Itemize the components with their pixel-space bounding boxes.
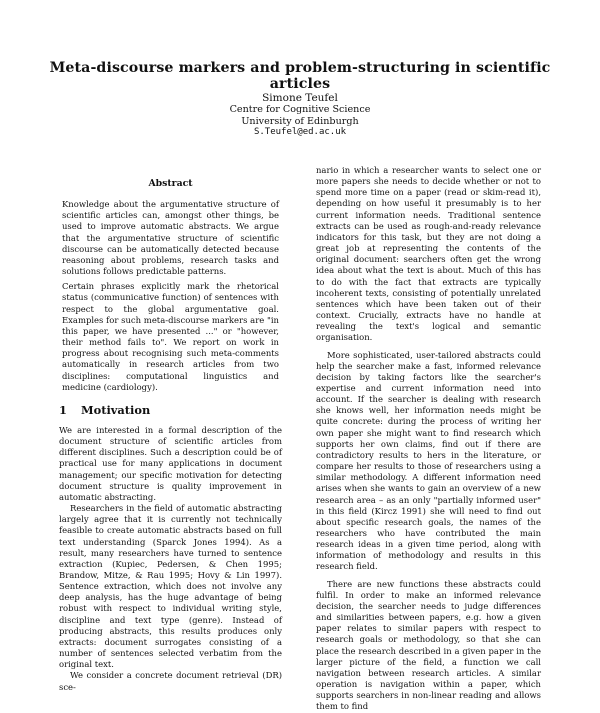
abstract-paragraph: Certain phrases explicitly mark the rhetorical status (communicative function) of sentences with respect to the global argumentative goal. Examples for such meta-discourse markers are "in this paper, we have presented ..." or "however, their method fails to". We report on work in progress about recognising such meta-comments automatically in research articles from two disciplines: computational linguistics and medicine (cardiology). [62, 281, 279, 392]
author-email: S.Teufel@ed.ac.uk [253, 126, 347, 137]
author-name: Simone Teufel [262, 92, 338, 104]
body-paragraph: We consider a concrete document retrieval (DR) sce- [59, 670, 282, 692]
author-block [150, 93, 450, 138]
paper-title: Meta-discourse markers and problem-structuring in scientific articles [49, 60, 551, 92]
abstract-paragraph: Knowledge about the argumentative structure of scientific articles can, amongst other things, be used to improve automatic abstracts. We argue that the argumentative structure of scientific discourse can be automatically detected because reasoning about problems, research tasks and solutions follows predictable patterns. [62, 199, 279, 277]
section-title: Motivation [81, 402, 151, 417]
author-institution: University of Edinburgh [241, 115, 359, 127]
body-paragraph: More sophisticated, user-tailored abstracts could help the searcher make a fast, informed relevance decision by taking factors like the searcher's expertise and current information need into account. If the searcher is dealing with research she knows well, her information needs might be quite concrete: during the process of writing her own paper she might want to find research which supports her own claims, find out if there are contradictory results to hers in the literature, or compare her results to those of researchers using a similar methodology. A different information need arises when she wants to gain an overview of a new research area – as an only "partially informed user" in this field (Kircz 1991) she will need to find out about specific research goals, the names of the researchers who have contributed the main research ideas in a given time period, along with information of methodology and results in this research field. [316, 349, 541, 572]
body-paragraph: Researchers in the field of automatic abstracting largely agree that it is currently not technically feasible to create automatic abstracts based on full text understanding (Sparck Jones 1994). As a result, many researchers have turned to sentence extraction (Kupiec, Pedersen, & Chen 1995; Brandow, Mitze, & Rau 1995; Hovy & Lin 1997). Sentence extraction, which does not involve any deep analysis, has the huge advantage of being robust with respect to individual writing style, discipline and text type (genre). Instead of producing abstracts, this results produces only extracts: document surrogates consisting of a number of sentences selected verbatim from the original text. [59, 503, 282, 670]
body-paragraph: We are interested in a formal description of the document structure of scientific articles from different disciplines. Such a description could be of practical use for many applications in document management; our specific motivation for detecting document structure is quality improvement in automatic abstracting. [59, 424, 282, 502]
abstract-heading: Abstract [148, 178, 193, 189]
section-heading [59, 402, 282, 417]
section-number: 1 [59, 402, 67, 417]
right-column [316, 165, 541, 713]
left-column [59, 178, 282, 693]
body-paragraph: There are new functions these abstracts could fulfil. In order to make an informed relevance decision, the searcher needs to judge differences and similarities between papers, e.g. how a given paper relates to similar papers with respect to research goals or methodology, so that she can place the research described in a given paper in the larger picture of the field, a function we call navigation between research articles. A similar operation is navigation within a paper, which supports searchers in non-linear reading and allows them to find [316, 578, 541, 712]
author-affiliation: Centre for Cognitive Science [229, 104, 371, 116]
abstract-body [62, 199, 279, 393]
body-paragraph: nario in which a researcher wants to select one or more papers she needs to decide whether or not to spend more time on a paper (read or skim-read it), depending on how useful it presumably is to her current information needs. Traditional sentence extracts can be used as rough-and-ready relevance indicators for this task, but they are not doing a great job at representing the contents of the original document: searchers often get the wrong idea about what the text is about. Much of this has to do with the fact that extracts are typically incoherent texts, consisting of potentially unrelated sentences which have been taken out of their context. Crucially, extracts have no handle at revealing the text's logical and semantic organisation. [316, 165, 541, 343]
